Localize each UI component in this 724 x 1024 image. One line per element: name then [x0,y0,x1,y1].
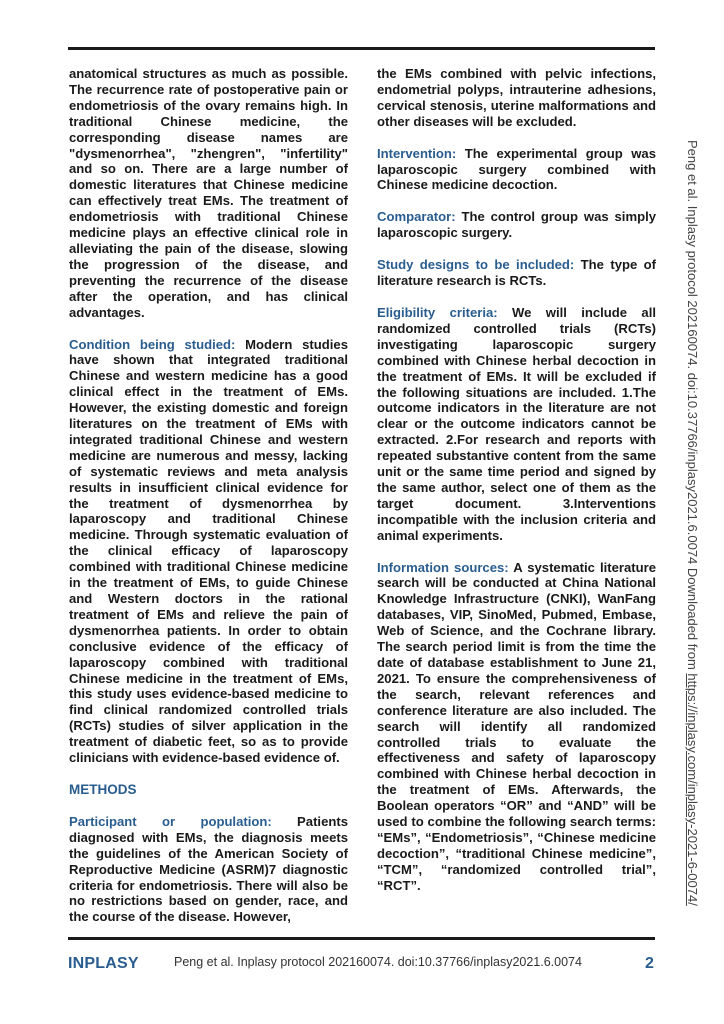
eligibility-label: Eligibility criteria: [377,304,498,320]
information-sources-label: Information sources: [377,559,509,575]
footer-brand-logo: INPLASY [68,955,139,972]
exclusion-paragraph: the EMs combined with pelvic infections, endometrial polyps, intrauterine adhesions, cervical stenosis, uterine malformations and other diseases will be excluded. [377,66,656,129]
methods-heading: METHODS [69,781,137,797]
comparator-paragraph [377,209,656,241]
top-rule [68,47,655,50]
participant-text: Patients diagnosed with EMs, the diagnosis meets the guidelines of the American Society of Reproductive Medicine (ASRM)7 diagnostic criteria for endometriosis. There will also be no restrictions based on gender, race, and the course of the disease. However, [69,813,348,925]
page-number: 2 [645,955,654,972]
bottom-rule [68,937,655,940]
comparator-text: The control group was simply laparoscopic surgery. [377,209,656,241]
condition-text: Modern studies have shown that integrated traditional Chinese and western medicine has a good clinical effect in the treatment of EMs. However, the existing domestic and foreign literatures on the treatment of EMs with integrated traditional Chinese and western medicine are numerous and messy, lacking of systematic reviews and meta analysis results in insufficient clinical evidence for the treatment of dysmenorrhea by laparoscopy and traditional Chinese medicine. Through systematic evaluation of the clinical efficacy of laparoscopy combined with traditional Chinese medicine in the treatment of EMs, to guide Chinese and Western doctors in the rational treatment of EMs and relieve the pain of dysmenorrhea patients. In order to obtain conclusive evidence of the efficacy of laparoscopy combined with traditional Chinese medicine in the treatment of EMs, this study uses evidence-based medicine to find clinical randomized controlled trials (RCTs) studies of silver application in the treatment of diabetic feet, so as to provide clinicians with evidence-based evidence of. [69,336,348,766]
participant-label: Participant or population: [69,813,272,829]
eligibility-text: We will include all randomized controlled trials (RCTs) investigating laparoscopic surgery combined with Chinese herbal decoction in the treatment of EMs. It will be excluded if the following situations are included. 1.The outcome indicators in the literature are not clear or the outcome indicators cannot be extracted. 2.For research and reports with repeated substantive content from the same unit or the same time period and signed by the same author, select one of them as the target document. 3.Interventions incompatible with the inclusion criteria and animal experiments. [377,304,656,543]
side-download-note [685,140,700,906]
intro-paragraph: anatomical structures as much as possible. The recurrence rate of postoperative pain or endometriosis of the ovary remains high. In traditional Chinese medicine, the corresponding disease names are "dysmenorrhea", "zhengren", "infertility" and so on. There are a large number of domestic literatures that Chinese medicine can effectively treat EMs. The treatment of endometriosis with traditional Chinese medicine plays an effective clinical role in alleviating the pain of the disease, slowing the progression of the disease, and preventing the recurrence of the disease after the operation, and has clinical advantages. [69,66,348,320]
condition-paragraph [69,337,348,766]
participant-paragraph [69,814,348,925]
intervention-label: Intervention: [377,145,457,161]
download-link[interactable]: https://inplasy.com/inplasy-2021-6-0074/ [685,673,700,906]
eligibility-paragraph [377,305,656,544]
footer-citation: Peng et al. Inplasy protocol 202160074. doi:10.37766/inplasy2021.6.0074 [174,955,582,969]
comparator-label: Comparator: [377,209,456,225]
information-sources-paragraph [377,560,656,894]
left-column [69,66,348,941]
study-designs-paragraph [377,257,656,289]
study-designs-text: The type of literature research is RCTs. [377,257,657,289]
intervention-text: The experimental group was laparoscopic surgery combined with Chinese medicine decoction. [377,145,656,193]
condition-label: Condition being studied: [69,336,236,352]
intervention-paragraph [377,146,656,194]
study-designs-label: Study designs to be included: [377,257,575,273]
information-sources-text: A systematic literature search will be conducted at China National Knowledge Infrastructure (CNKI), WanFang databases, VIP, SinoMed, Pubmed, Embase, Web of Science, and the Cochrane library. The search period limit is from the time the date of database establishment to June 21, 2021. To ensure the comprehensiveness of the search, relevant references and conference literature are also included. The search will identify all randomized controlled trials to evaluate the effectiveness and safety of laparoscopy combined with Chinese herbal decoction in the treatment of EMs. Afterwards, the Boolean operators “OR” and “AND” will be used to combine the following search terms: “EMs”, “Endometriosis”, “Chinese medicine decoction”, “traditional Chinese medicine”, “TCM”, “randomized controlled trial”, “RCT”. [377,559,656,893]
right-column [377,66,656,910]
side-note-text: Peng et al. Inplasy protocol 202160074. doi:10.37766/inplasy2021.6.0074 Downloaded from [685,140,700,674]
